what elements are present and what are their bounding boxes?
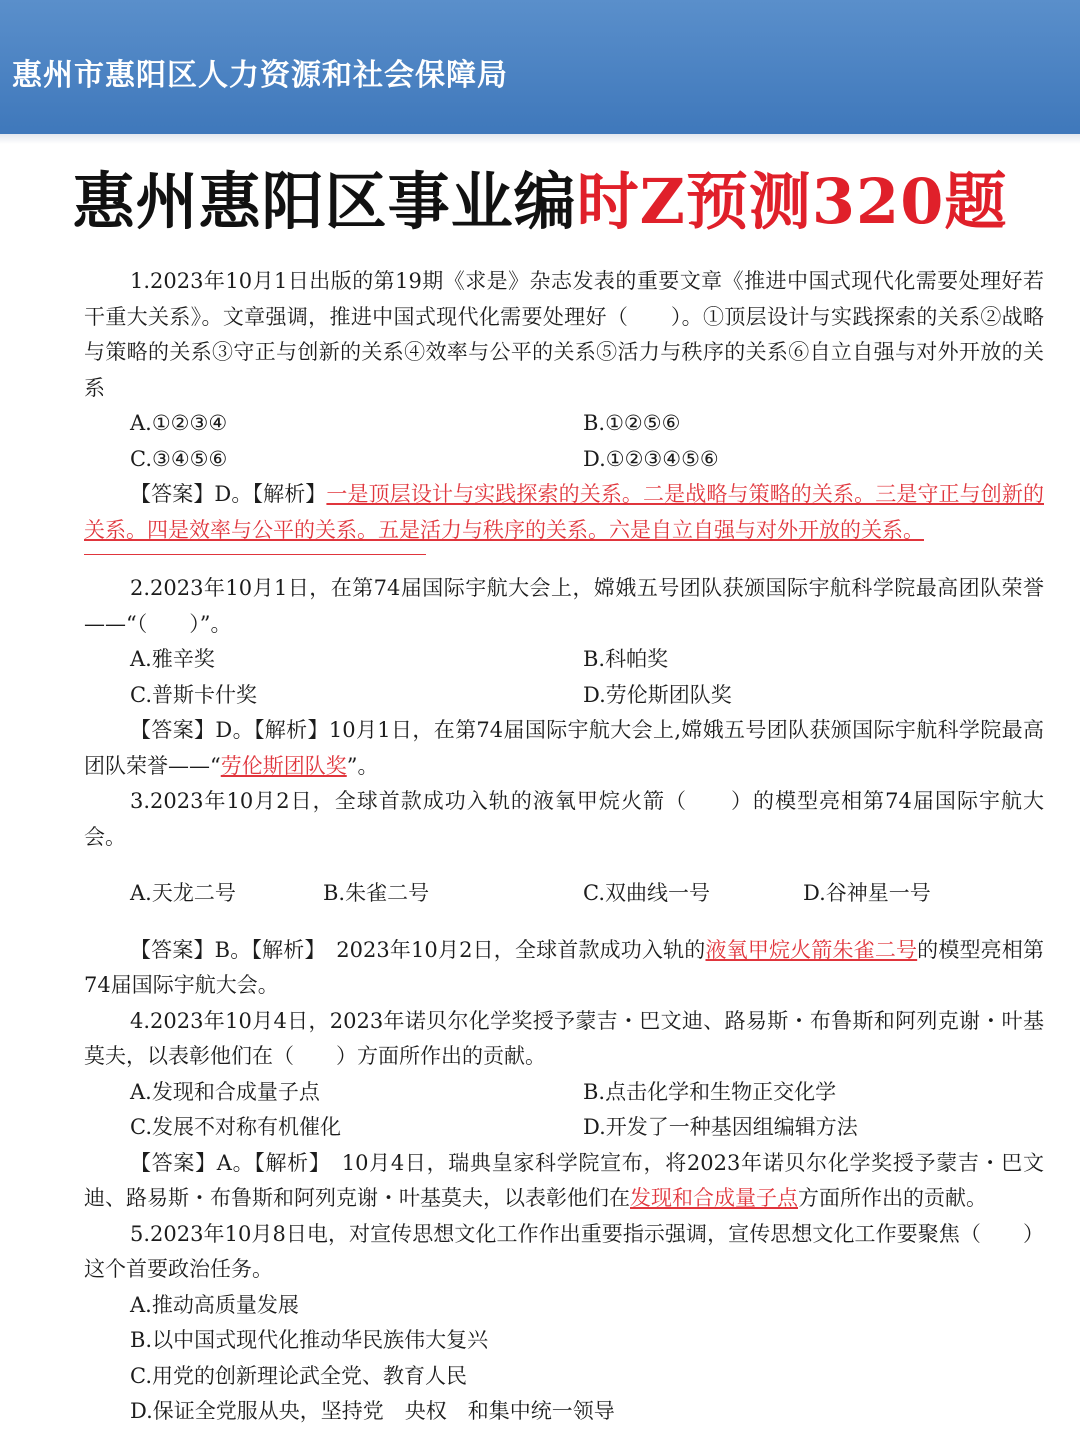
red-underline bbox=[84, 554, 426, 555]
answer-prefix: 【答案】D。【解析】 bbox=[130, 482, 327, 506]
answer-highlight: 发现和合成量子点 bbox=[630, 1186, 798, 1210]
option: A.雅辛奖 bbox=[130, 647, 215, 671]
answer-highlight: 一是顶层设计与实践探索的关系。二是战略与策略的关系。三是守正与创新的关系。四是效率与公平的关系。五是活力与秩序的关系。六是自立自强与对外开放的关系。 bbox=[84, 482, 1044, 542]
answer-prefix: 【答案】B。【解析】 2023年10月2日，全球首款成功入轨的 bbox=[130, 937, 706, 962]
question-2-options bbox=[84, 642, 1044, 713]
option: B.点击化学和生物正交化学 bbox=[583, 1079, 837, 1104]
question-4-stem: 4.2023年10月4日，2023年诺贝尔化学奖授予蒙吉・巴文迪、路易斯・布鲁斯和阿列克谢・叶基莫夫，以表彰他们在（ ）方面所作出的贡献。 bbox=[84, 1008, 1044, 1068]
answer-suffix: 的模型亮相第74届国际宇航大会。 bbox=[84, 937, 1045, 997]
title-part-black: 惠州惠阳区事业编 bbox=[72, 165, 577, 238]
header-bar bbox=[0, 0, 1080, 134]
question-3-answer bbox=[84, 933, 1044, 1004]
question-3-stem: 3.2023年10月2日，全球首款成功入轨的液氧甲烷火箭（ ）的模型亮相第74届国际宇航大会。 bbox=[84, 789, 1044, 849]
question-2-answer bbox=[84, 713, 1044, 784]
question-2-stem: 2.2023年10月1日，在第74届国际宇航大会上，嫦娥五号团队获颁国际宇航科学院最高团队荣誉——“（ ）”。 bbox=[84, 576, 1044, 636]
question-1-stem: 1.2023年10月1日出版的第19期《求是》杂志发表的重要文章《推进中国式现代化需要处理好若干重大关系》。文章强调，推进中国式现代化需要处理好（ ）。①顶层设计与实践探索的关系②战略与策略的关系③守正与创新的关系④效率与公平的关系⑤活力与秩序的关系⑥自立自强与对外开放的关系 bbox=[84, 269, 1044, 400]
answer-suffix: ”。 bbox=[346, 753, 379, 778]
answer-prefix: 【答案】D。【解析】10月1日，在第74届国际宇航大会上,嫦娥五号团队获颁国际宇航科学院最高团队荣誉——“ bbox=[84, 718, 1044, 778]
header-shadow bbox=[0, 134, 1080, 144]
answer-highlight: 劳伦斯团队奖 bbox=[220, 753, 347, 778]
option: B.以中国式现代化推动华民族伟大复兴 bbox=[130, 1328, 489, 1352]
option: A.①②③④ bbox=[130, 411, 228, 435]
option: D.劳伦斯团队奖 bbox=[583, 682, 732, 707]
option: C.普斯卡什奖 bbox=[130, 682, 257, 707]
answer-highlight: 液氧甲烷火箭朱雀二号 bbox=[705, 937, 918, 962]
question-1-options bbox=[84, 406, 1044, 477]
option: B.科帕奖 bbox=[583, 647, 669, 671]
answer-suffix: 方面所作出的贡献。 bbox=[798, 1186, 987, 1210]
option: C.③④⑤⑥ bbox=[130, 446, 228, 471]
option: D.保证全党服从央，坚持党 央权 和集中统一领导 bbox=[130, 1399, 615, 1423]
answer-prefix: 【答案】A。【解析】 10月4日，瑞典皇家科学院宣布，将2023年诺贝尔化学奖授予蒙吉・巴文迪、路易斯・布鲁斯和阿列克谢・叶基莫夫，以表彰他们在 bbox=[84, 1150, 1044, 1210]
option: A.推动高质量发展 bbox=[130, 1292, 299, 1317]
option: C.发展不对称有机催化 bbox=[130, 1115, 341, 1139]
question-5-stem: 5.2023年10月8日电，对宣传思想文化工作作出重要指示强调，宣传思想文化工作要聚焦（ ）这个首要政治任务。 bbox=[84, 1221, 1044, 1281]
option: B.①②⑤⑥ bbox=[583, 411, 681, 435]
option: C.双曲线一号 bbox=[583, 881, 710, 905]
title-part-red: 时Z预测320题 bbox=[576, 165, 1008, 238]
option: D.谷神星一号 bbox=[803, 881, 931, 905]
option: A.天龙二号 bbox=[130, 881, 236, 905]
option: A.发现和合成量子点 bbox=[130, 1079, 320, 1104]
option: C.用党的创新理论武全党、教育人民 bbox=[130, 1363, 467, 1388]
question-1-answer bbox=[84, 477, 1044, 548]
page-title bbox=[0, 163, 1080, 241]
organization-name: 惠州市惠阳区人力资源和社会保障局 bbox=[12, 58, 508, 93]
question-3-options bbox=[84, 855, 1044, 933]
option: B.朱雀二号 bbox=[323, 881, 430, 905]
question-content bbox=[84, 264, 1044, 1430]
option: D.①②③④⑤⑥ bbox=[583, 446, 719, 471]
question-4-answer bbox=[84, 1146, 1044, 1217]
question-4-options bbox=[84, 1075, 1044, 1146]
option: D.开发了一种基因组编辑方法 bbox=[583, 1115, 858, 1139]
